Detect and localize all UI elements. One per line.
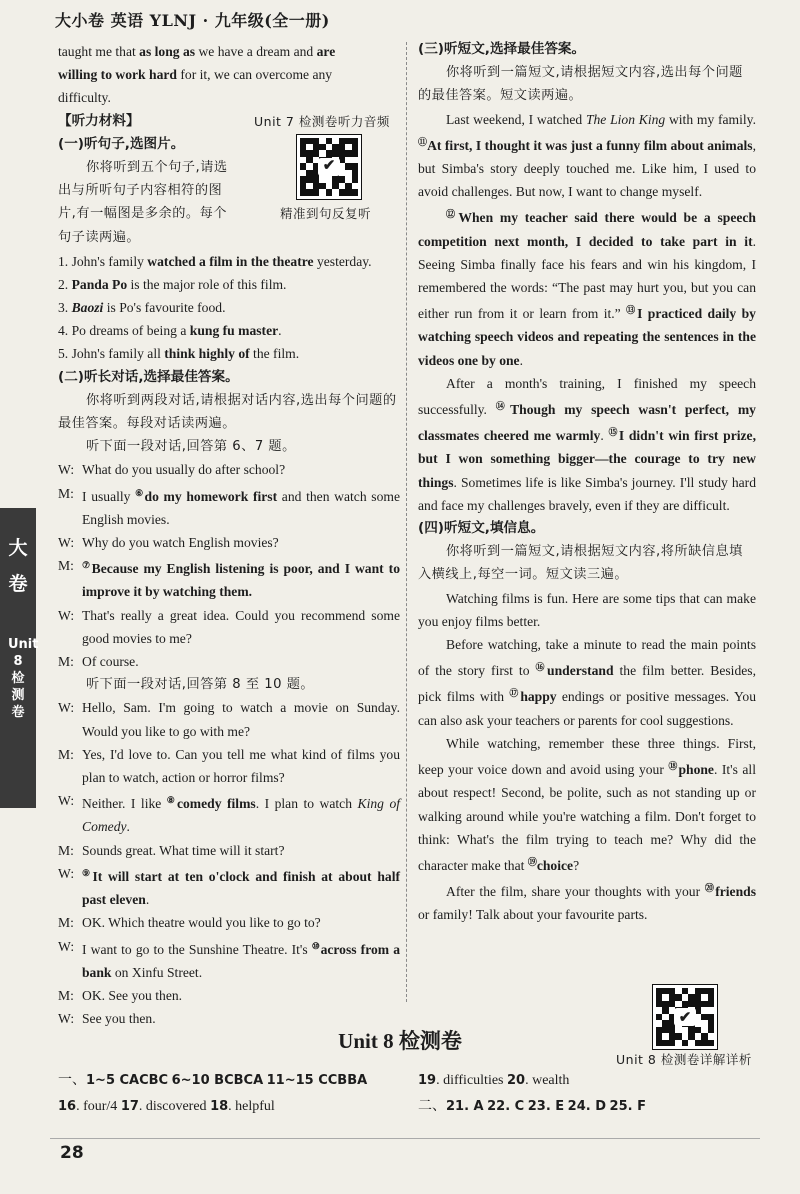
dialogue-text — [82, 789, 400, 838]
text: with my family. — [665, 111, 756, 127]
text: . I plan to watch — [255, 796, 358, 812]
answer-line — [418, 1068, 646, 1094]
text: yesterday. — [313, 253, 372, 269]
speaker-label: M: — [58, 558, 74, 574]
item-number: ⑥ — [135, 487, 145, 498]
item-number: ⑰ — [509, 688, 521, 699]
bold-text: 21. A — [446, 1099, 484, 1114]
bold-text: Panda Po — [71, 276, 128, 292]
qr-caption2-unit7: 精准到句反复听 — [280, 205, 372, 221]
dialogue-text — [82, 743, 400, 789]
bold-text: think highly of — [164, 346, 250, 362]
dialogue-text — [82, 604, 400, 650]
cont-line — [58, 86, 400, 109]
text: or family! Talk about your favourite parts. — [418, 907, 648, 923]
part2-title: (二)听长对话,选择最佳答案。 — [58, 368, 239, 385]
text: 3. — [58, 300, 72, 316]
previous-passage-end — [58, 40, 400, 110]
qr-caption-unit8: Unit 8 检测卷详解详析 — [616, 1052, 752, 1067]
text: , but Simba's story deeply touched me. Like him, I used to avoid challenges. But now, I want to change myself. — [418, 137, 756, 200]
bold-text: 22. C — [487, 1099, 525, 1114]
speaker-label: W: — [58, 793, 75, 809]
bold-text: 11~15 CCBBA — [266, 1073, 368, 1088]
page-number: 28 — [60, 1143, 84, 1163]
bold-italic-text: Baozi — [71, 300, 104, 316]
text: After a month's training, I finished my speech successfully. — [418, 375, 756, 418]
italic-text: The Lion King — [585, 111, 666, 127]
part1-instructions: 你将听到五个句子,请选 出与所听句子内容相符的图 片,有一幅图是多余的。每个 句子读两遍。 — [58, 160, 228, 245]
speaker-label: W: — [58, 700, 75, 716]
dialogue-line — [58, 911, 400, 934]
qr-code-unit7[interactable] — [296, 134, 362, 200]
conv2-intro: 听下面一段对话,回答第 8 至 10 题。 — [86, 677, 315, 693]
dialogue-line — [58, 458, 400, 481]
side-tab — [0, 508, 39, 808]
text: 5. John's family all — [58, 346, 165, 362]
part2-instructions: 你将听到两段对话,请根据对话内容,选出每个问题的最佳答案。每段对话读两遍。 — [58, 392, 397, 432]
text: Hello, Sam. I'm going to watch a movie on Sunday. Would you like to go with me? — [82, 700, 400, 739]
text: . Seeing Simba finally face his fears and win his kingdom, I remembered the words: “The past may hurt you, but you can either run from it or learn from it.” — [418, 233, 756, 322]
text: While watching, remember these three things. First, keep your voice down and avoid using your — [418, 735, 756, 778]
part1-block — [58, 110, 400, 250]
dialogue-line — [58, 650, 400, 673]
footer-rule — [50, 1138, 760, 1139]
text: OK. See you then. — [82, 987, 183, 1003]
left-column — [58, 40, 400, 1030]
dialogue-line — [58, 696, 400, 742]
item-number: ⑭ — [495, 401, 511, 412]
text: is Po's favourite food. — [103, 300, 226, 316]
text: . Sometimes life is like Simba's journey. I'll study hard and face my challenges bravely, even if they are difficult. — [418, 474, 756, 513]
column-divider — [406, 42, 407, 1002]
text: Of course. — [82, 654, 139, 670]
dialogue-text — [82, 911, 400, 934]
text: 一、 — [58, 1073, 86, 1088]
text: and then watch some English movies. — [82, 488, 401, 527]
text: . — [145, 892, 150, 908]
text: . — [278, 323, 282, 339]
bold-text: are — [316, 44, 336, 59]
text: . helpful — [228, 1099, 275, 1114]
dialogue-text — [82, 458, 400, 481]
dialogue-text — [82, 554, 400, 603]
speaker-label: W: — [58, 462, 75, 478]
text: Sounds great. What time will it start? — [82, 842, 285, 858]
item-number: ⑨ — [82, 867, 93, 878]
speaker-label: M: — [58, 915, 74, 931]
qr-module — [352, 189, 358, 195]
part4-title: (四)听短文,填信息。 — [418, 520, 545, 537]
bold-text: 17 — [120, 1099, 139, 1114]
part3-title: (三)听短文,选择最佳答案。 — [418, 41, 586, 57]
sentence-item — [58, 342, 400, 365]
dialogue-line — [58, 789, 400, 838]
sentence-item — [58, 250, 400, 273]
part4-paragraph — [418, 633, 756, 732]
bold-text: kung fu master — [189, 323, 279, 339]
dialogue-text — [82, 862, 400, 911]
part1-title: (一)听句子,选图片。 — [58, 135, 185, 152]
sentence-list — [58, 250, 400, 366]
conv1-intro: 听下面一段对话,回答第 6、7 题。 — [86, 439, 296, 455]
bold-text: understand — [547, 663, 614, 679]
item-number: ⑧ — [166, 795, 177, 806]
text: . — [126, 819, 130, 835]
speaker-label: W: — [58, 607, 75, 623]
side-tab-unit: Unit 8 检测卷 — [8, 637, 39, 720]
answer-key-left — [58, 1068, 367, 1120]
speaker-label: M: — [58, 987, 74, 1003]
dialogue-text — [82, 839, 400, 862]
dialogue-line — [58, 839, 400, 862]
right-column — [418, 38, 756, 927]
bold-text: I practiced daily by watching speech videos and repeating the sentences in the videos one by one — [418, 306, 756, 368]
text: That's really a great idea. Could you recommend some good movies to me? — [82, 607, 400, 646]
text: ? — [573, 857, 580, 873]
speaker-label: M: — [58, 654, 74, 670]
sentence-item — [58, 273, 400, 296]
bold-text: 16 — [58, 1099, 77, 1114]
sentence-item — [58, 296, 400, 319]
text: Watching films is fun. Here are some tips that can make you enjoy films better. — [418, 590, 756, 629]
dialogue-line — [58, 604, 400, 650]
bold-text: 6~10 BCBCA — [171, 1073, 264, 1088]
dialogue-text — [82, 696, 400, 742]
bold-text: When my teacher said there would be a speech competition next month, I decided to take part in it — [418, 210, 756, 249]
bold-text: watched a film in the theatre — [147, 253, 314, 269]
text: . wealth — [525, 1073, 570, 1088]
dialogue-line — [58, 862, 400, 911]
text: See you then. — [82, 1011, 156, 1027]
part4-paragraph — [418, 732, 756, 877]
sentence-item — [58, 319, 400, 342]
text: on Xinfu Street. — [111, 964, 203, 980]
dialogue-text — [82, 531, 400, 554]
text: is the major role of this film. — [127, 276, 287, 292]
dialogue-text — [82, 935, 400, 984]
text: . difficulties — [436, 1073, 507, 1088]
item-number: ⑫ — [446, 209, 459, 220]
dialogue-line — [58, 984, 400, 1007]
dialogue-line — [58, 482, 400, 531]
item-number: ⑩ — [311, 940, 321, 951]
bold-text: 19 — [418, 1073, 437, 1088]
bold-text: I didn't win first prize, but I won something bigger—the courage to try new things — [418, 428, 756, 490]
bold-text: phone — [678, 762, 714, 778]
speaker-label: W: — [58, 938, 75, 954]
bold-text: choice — [536, 857, 574, 873]
text: we have a dream and — [195, 44, 317, 59]
bold-text: 18 — [210, 1099, 229, 1114]
bold-text: 25. F — [609, 1099, 646, 1114]
item-number: ⑯ — [535, 662, 548, 673]
text: the film. — [249, 346, 300, 362]
part4-instructions: 你将听到一篇短文,请根据短文内容,将所缺信息填入横线上,每空一词。短文读三遍。 — [418, 544, 743, 583]
dialogue-line — [58, 554, 400, 603]
text: OK. Which theatre would you like to go to? — [82, 915, 321, 931]
speaker-label: M: — [58, 746, 74, 762]
text: Why do you watch English movies? — [82, 535, 279, 551]
text: taught me that — [58, 44, 140, 59]
unit-title: Unit 8 检测卷 — [338, 1029, 462, 1053]
speaker-label: W: — [58, 535, 75, 551]
answer-line — [418, 1094, 646, 1120]
item-number: ⑦ — [82, 560, 92, 571]
bold-text: do my homework first — [144, 488, 278, 504]
text: the film better. Besides, pick films with — [418, 663, 756, 705]
answer-line — [58, 1094, 367, 1120]
text: . It's all about respect! Second, be polite, such as not standing up or walking around while you're watching a film. Don't forget to think: What's the film trying to teach me? Why did the character make that — [418, 762, 756, 873]
part3-paragraph — [418, 108, 756, 204]
bold-text: Though my speech wasn't perfect, my classmates cheered me warmly — [418, 402, 756, 444]
text: Before watching, take a minute to read the main points of the story first to — [418, 637, 756, 679]
side-tab-big: 大卷 — [8, 537, 28, 595]
cont-line — [58, 40, 400, 63]
page-header: 大小卷 英语 YLNJ · 九年级(全一册) — [55, 11, 330, 30]
text: endings or positive messages. You can also ask your teachers or parents for cool suggestions. — [418, 689, 756, 728]
text: Neither. I like — [82, 796, 167, 812]
italic-text: King of Comedy — [82, 796, 401, 835]
bold-text: It will start at ten o'clock and finish at about half past eleven — [82, 868, 400, 908]
answer-key-right — [418, 1068, 646, 1120]
dialogue-text — [82, 650, 400, 673]
text: Last weekend, I watched — [446, 111, 586, 127]
text: Yes, I'd love to. Can you tell me what kind of films you plan to watch, action or horror films? — [82, 746, 400, 786]
item-number: ⑱ — [668, 761, 679, 772]
text: 2. — [58, 276, 72, 292]
part3-instructions: 你将听到一篇短文,请根据短文内容,选出每个问题的最佳答案。短文读两遍。 — [418, 65, 743, 104]
check-icon: ✔ — [318, 158, 340, 176]
speaker-label: M: — [58, 485, 74, 501]
bold-text: comedy films — [176, 796, 256, 812]
part3-paragraph — [418, 203, 756, 371]
part4-paragraph — [418, 587, 756, 633]
bold-text: 20 — [507, 1073, 526, 1088]
bold-text: willing to work hard — [58, 67, 177, 83]
cont-line — [58, 63, 400, 86]
bold-text: happy — [520, 689, 557, 705]
conversation-2 — [58, 696, 400, 1030]
text: What do you usually do after school? — [82, 462, 286, 478]
text: for it, we can overcome any — [176, 67, 333, 83]
item-number: ⑮ — [608, 427, 619, 438]
text: After the film, share your thoughts with your — [446, 884, 705, 900]
speaker-label: M: — [58, 842, 74, 858]
text: . — [600, 428, 609, 444]
bold-text: 23. E — [527, 1099, 565, 1114]
bold-text: Because my English listening is poor, and I want to improve it by watching them. — [82, 561, 400, 600]
bold-text: across from a bank — [82, 941, 400, 980]
item-number: ⑲ — [527, 856, 537, 867]
text: difficulty. — [58, 90, 111, 106]
speaker-label: W: — [58, 865, 75, 881]
check-icon: ✔ — [674, 1008, 696, 1026]
dialogue-line — [58, 935, 400, 984]
qr-caption-unit7: Unit 7 检测卷听力音频 — [254, 113, 390, 129]
bold-text: friends — [715, 884, 756, 900]
text: 4. Po dreams of being a — [58, 323, 190, 339]
answer-line — [58, 1068, 367, 1094]
bold-text: 24. D — [567, 1099, 607, 1114]
item-number: ⑪ — [418, 136, 428, 147]
item-number: ⑳ — [704, 883, 716, 894]
item-number: ⑬ — [626, 305, 638, 316]
bold-text: 1~5 CACBC — [86, 1073, 169, 1088]
dialogue-line — [58, 743, 400, 789]
dialogue-line — [58, 531, 400, 554]
bold-text: At first, I thought it was just a funny film about animals — [427, 137, 753, 153]
text: 二、 — [418, 1099, 446, 1114]
part4-paragraph — [418, 877, 756, 926]
text: 1. John's family — [58, 253, 148, 269]
text: I want to go to the Sunshine Theatre. It's — [82, 941, 312, 957]
text: . discovered — [138, 1099, 211, 1114]
text: . — [519, 352, 523, 368]
bold-text: as long as — [139, 44, 196, 59]
listening-material-title: 【听力材料】 — [58, 112, 140, 129]
speaker-label: W: — [58, 1011, 75, 1027]
text: . four/4 — [76, 1099, 121, 1114]
conversation-1 — [58, 458, 400, 673]
part3-paragraph — [418, 372, 756, 517]
dialogue-text — [82, 482, 400, 531]
dialogue-text — [82, 984, 400, 1007]
text: I usually — [82, 488, 136, 504]
